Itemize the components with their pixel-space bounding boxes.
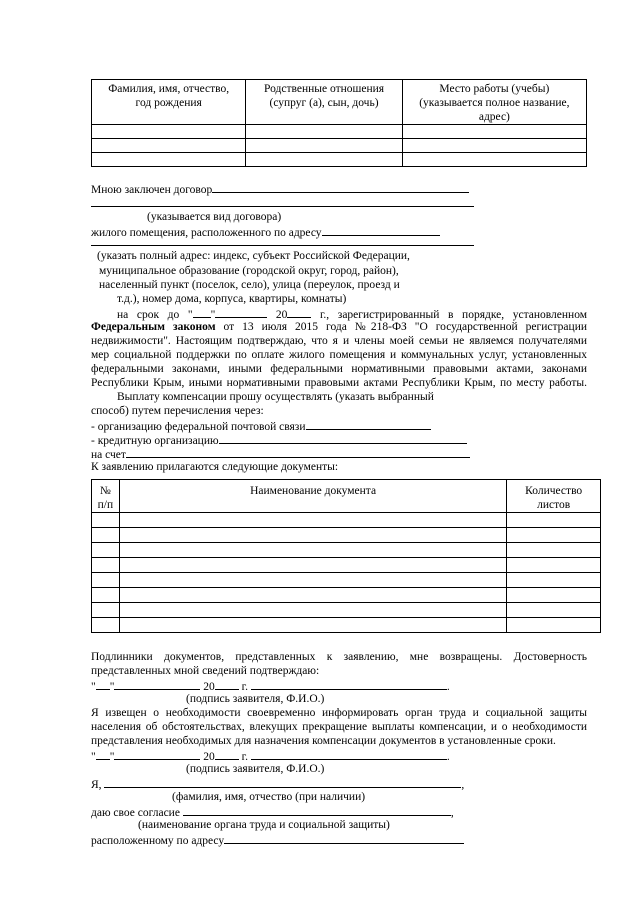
paragraph-line: мер социальной поддержки по оплате жилого помещения и коммунальных услуг, установленных bbox=[91, 349, 587, 361]
postal-field[interactable] bbox=[306, 418, 431, 430]
confirm-line: представленных мной сведений подтверждаю: bbox=[91, 665, 320, 677]
address-field[interactable] bbox=[322, 224, 440, 236]
header-line: (супруг (а), сын, дочь) bbox=[269, 97, 379, 109]
header-line: № bbox=[99, 485, 111, 497]
table-cell[interactable] bbox=[119, 588, 507, 603]
comma: , bbox=[450, 807, 454, 819]
term-prefix: на срок до " bbox=[117, 309, 193, 321]
table-row bbox=[92, 125, 587, 139]
table-cell[interactable] bbox=[507, 558, 601, 573]
table-cell[interactable] bbox=[507, 603, 601, 618]
full-name-field[interactable] bbox=[104, 776, 461, 788]
table-cell[interactable] bbox=[119, 558, 507, 573]
table-cell[interactable] bbox=[92, 618, 120, 633]
address-line bbox=[91, 224, 440, 240]
table-cell[interactable] bbox=[119, 603, 507, 618]
table-cell[interactable] bbox=[119, 513, 507, 528]
header-line: Родственные отношения bbox=[263, 83, 385, 95]
term-quote: " bbox=[210, 309, 216, 321]
notice-line: Я извещен о необходимости своевременно информировать орган труда и социальной защиты bbox=[91, 707, 587, 719]
table-row bbox=[92, 618, 601, 633]
documents-intro: К заявлению прилагаются следующие документы: bbox=[91, 461, 339, 473]
term-rest: г., зарегистрированный в порядке, установленном bbox=[311, 309, 587, 321]
table-cell[interactable] bbox=[507, 573, 601, 588]
year-prefix: 20 bbox=[203, 681, 215, 693]
month-field[interactable] bbox=[114, 748, 200, 760]
fill-line[interactable] bbox=[91, 245, 474, 246]
table-cell[interactable] bbox=[92, 603, 120, 618]
table-cell[interactable] bbox=[507, 543, 601, 558]
header-number bbox=[92, 480, 120, 513]
paragraph-line: Республики Крым, иными нормативными правовыми актами Республики Крым, по месту работы. bbox=[91, 377, 587, 389]
table-cell[interactable] bbox=[507, 513, 601, 528]
table-row bbox=[92, 573, 601, 588]
law-rest: от 13 июля 2015 года №218-ФЗ "О государственной регистрации bbox=[223, 321, 587, 333]
notice-line: представления необходимых для назначения компенсации документов в установленные сроки. bbox=[91, 735, 556, 747]
header-doc-name bbox=[119, 480, 507, 513]
header-line: год рождения bbox=[135, 97, 202, 109]
address-hint-line: (указать полный адрес: индекс, субъект Российской Федерации, bbox=[97, 250, 410, 262]
header-line: Фамилия, имя, отчество, bbox=[108, 83, 230, 95]
month-field[interactable] bbox=[114, 678, 200, 690]
table-cell[interactable] bbox=[92, 558, 120, 573]
header-relationship bbox=[246, 80, 402, 125]
account-label: на счет bbox=[91, 449, 126, 461]
table-row bbox=[92, 139, 587, 153]
year-prefix: 20 bbox=[203, 751, 215, 763]
full-name-hint: (фамилия, имя, отчество (при наличии) bbox=[172, 791, 366, 803]
comma: , bbox=[461, 779, 465, 791]
header-full-name bbox=[92, 80, 246, 125]
table-cell[interactable] bbox=[402, 139, 586, 153]
table-cell[interactable] bbox=[92, 588, 120, 603]
header-line: листов bbox=[537, 499, 571, 511]
year-field[interactable] bbox=[215, 748, 239, 760]
date-quote: " bbox=[109, 681, 115, 693]
payment-intro: Выплату компенсации прошу осуществлять (указать выбранный bbox=[117, 391, 434, 403]
signature-hint: (подпись заявителя, Ф.И.О.) bbox=[186, 693, 325, 705]
term-year-prefix: 20 bbox=[267, 309, 288, 321]
table-cell[interactable] bbox=[92, 139, 246, 153]
address-hint-line: муниципальное образование (городской округ, город, район), bbox=[99, 265, 399, 277]
table-header-row bbox=[92, 480, 601, 513]
table-cell[interactable] bbox=[507, 588, 601, 603]
postal-label: - организацию федеральной почтовой связи bbox=[91, 421, 306, 433]
year-suffix: г. bbox=[241, 681, 248, 693]
contract-type-field[interactable] bbox=[212, 181, 469, 193]
table-cell[interactable] bbox=[246, 139, 402, 153]
header-line: Количество bbox=[525, 485, 583, 497]
paragraph-line: недвижимости". Настоящим подтверждаю, что я и члены моей семьи не являемся получателями bbox=[91, 335, 587, 347]
table-cell[interactable] bbox=[402, 153, 586, 167]
confirm-date-line: " " 20 г. . bbox=[91, 678, 450, 694]
address-label: жилого помещения, расположенного по адресу bbox=[91, 227, 322, 239]
contract-label: Мною заключен договор bbox=[91, 184, 213, 196]
family-members-table bbox=[91, 79, 587, 167]
notice-line: населения об обстоятельствах, влекущих прекращение выплаты компенсации, и о необходимости bbox=[91, 721, 587, 733]
contract-line bbox=[91, 181, 469, 197]
confirm-line: Подлинники документов, представленных к заявлению, мне возвращены. Достоверность bbox=[91, 651, 587, 663]
consent-give-label: даю свое согласие bbox=[91, 807, 180, 819]
table-cell[interactable] bbox=[92, 543, 120, 558]
term-year-field[interactable] bbox=[287, 306, 311, 318]
table-row bbox=[92, 588, 601, 603]
table-cell[interactable] bbox=[119, 528, 507, 543]
date-quote: " bbox=[91, 681, 96, 693]
day-field[interactable] bbox=[96, 748, 110, 760]
table-row bbox=[92, 603, 601, 618]
law-line bbox=[91, 320, 587, 334]
table-cell[interactable] bbox=[92, 125, 246, 139]
law-name: Федеральным законом bbox=[91, 321, 216, 333]
date-quote: " bbox=[91, 751, 96, 763]
notice-date-line: " " 20 г. . bbox=[91, 748, 450, 764]
year-suffix: г. bbox=[241, 751, 248, 763]
paragraph-line: федеральными законами, иными федеральными нормативными правовыми актами, законами bbox=[91, 363, 587, 375]
table-cell[interactable] bbox=[246, 153, 402, 167]
table-cell[interactable] bbox=[119, 573, 507, 588]
table-cell[interactable] bbox=[92, 528, 120, 543]
table-row bbox=[92, 513, 601, 528]
consent-address-line bbox=[91, 832, 464, 848]
table-row bbox=[92, 528, 601, 543]
table-row bbox=[92, 543, 601, 558]
table-cell[interactable] bbox=[92, 513, 120, 528]
date-quote: " bbox=[109, 751, 115, 763]
table-row bbox=[92, 153, 587, 167]
table-cell[interactable] bbox=[402, 125, 586, 139]
header-sheets bbox=[507, 480, 601, 513]
day-field[interactable] bbox=[96, 678, 110, 690]
account-field[interactable] bbox=[126, 446, 470, 458]
bank-label: - кредитную организацию bbox=[91, 435, 219, 447]
table-cell[interactable] bbox=[92, 573, 120, 588]
consent-label: Я, bbox=[91, 779, 102, 791]
header-line: (указывается полное название, bbox=[419, 97, 570, 109]
table-cell[interactable] bbox=[119, 543, 507, 558]
table-cell[interactable] bbox=[246, 125, 402, 139]
table-cell[interactable] bbox=[92, 153, 246, 167]
organization-field[interactable] bbox=[183, 804, 451, 816]
signature-field[interactable] bbox=[251, 678, 447, 690]
header-line: Место работы (учебы) bbox=[439, 83, 550, 95]
fill-line[interactable] bbox=[91, 206, 474, 207]
table-cell[interactable] bbox=[119, 618, 507, 633]
address-field[interactable] bbox=[224, 832, 464, 844]
table-header-row bbox=[92, 80, 587, 125]
address-hint-line: населенный пункт (поселок, село), улица (переулок, проезд и bbox=[99, 279, 400, 291]
header-line: п/п bbox=[97, 499, 114, 511]
contract-type-hint: (указывается вид договора) bbox=[147, 211, 282, 223]
organization-hint: (наименование органа труда и социальной защиты) bbox=[138, 819, 390, 831]
term-day-field[interactable] bbox=[193, 306, 211, 318]
address-hint-line: т.д.), номер дома, корпуса, квартиры, комнаты) bbox=[117, 293, 347, 305]
documents-table bbox=[91, 479, 601, 633]
payment-method: способ) путем перечисления через: bbox=[91, 405, 264, 417]
table-cell[interactable] bbox=[507, 528, 601, 543]
header-line: адрес) bbox=[478, 111, 510, 123]
address-label: расположенному по адресу bbox=[91, 835, 225, 847]
year-field[interactable] bbox=[215, 678, 239, 690]
table-cell[interactable] bbox=[507, 618, 601, 633]
header-line: Наименование документа bbox=[250, 485, 377, 497]
term-month-field[interactable] bbox=[215, 306, 267, 318]
bank-field[interactable] bbox=[219, 432, 467, 444]
header-workplace bbox=[402, 80, 586, 125]
signature-field[interactable] bbox=[251, 748, 447, 760]
table-row bbox=[92, 558, 601, 573]
signature-hint: (подпись заявителя, Ф.И.О.) bbox=[186, 763, 325, 775]
